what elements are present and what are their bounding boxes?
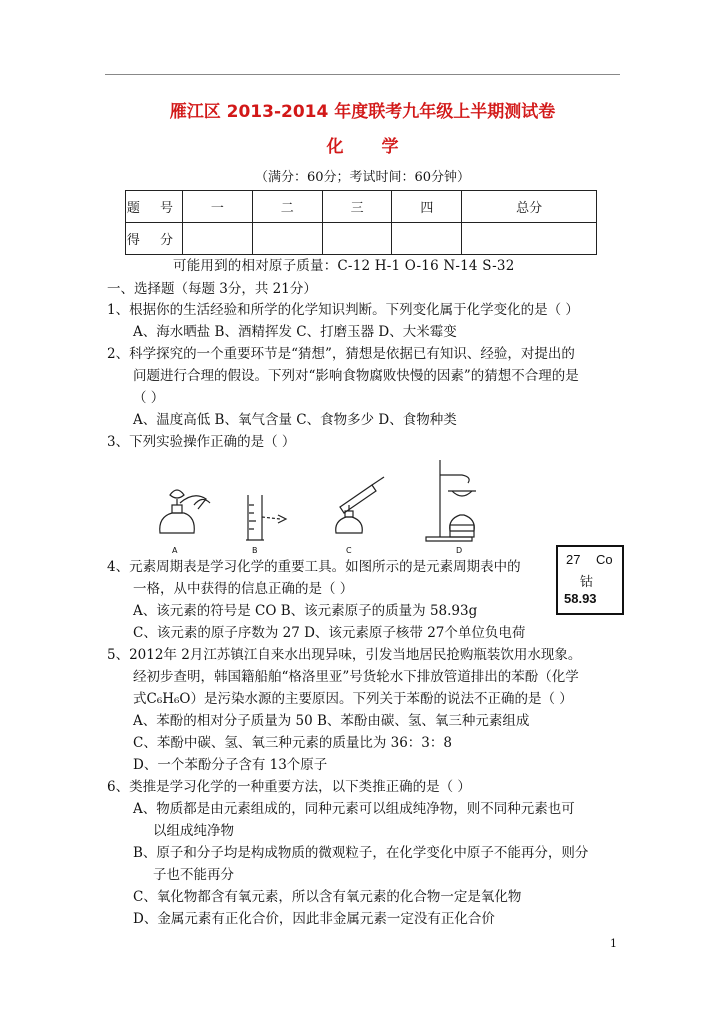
question-6-option: 子也不能再分 [153, 867, 234, 883]
element-symbol: Co [596, 552, 613, 567]
question-3-stem: 3、下列实验操作正确的是（ ） [107, 434, 296, 450]
question-4-option: A、该元素的符号是 CO B、该元素原子的质量为 58.93g [133, 603, 478, 619]
question-2-stem: 问题进行合理的假设。下列对“影响食物腐败快慢的因素”的猜想不合理的是 [133, 368, 579, 384]
question-2-stem: （ ） [133, 390, 165, 406]
question-2-stem: 2、科学探究的一个重要环节是“猜想”，猜想是依据已有知识、经验，对提出的 [107, 346, 575, 362]
score-table-score-row [126, 223, 597, 255]
question-6-option: B、原子和分子均是构成物质的微观粒子，在化学变化中原子不能再分，则分 [133, 845, 589, 861]
score-cell: 总分 [462, 191, 597, 223]
atomic-masses: 可能用到的相对原子质量：C-12 H-1 O-16 N-14 S-32 [173, 258, 515, 274]
question-5-stem: 5、2012年 2月江苏镇江自来水出现异味，引发当地居民抢购瓶装饮用水现象。 [107, 647, 582, 663]
question-5-option: D、一个苯酚分子含有 13个原子 [133, 757, 328, 773]
score-cell: 三 [322, 191, 392, 223]
apparatus-a-icon [160, 490, 210, 533]
section-heading: 一、选择题（每题 3分，共 21分） [107, 281, 317, 297]
exam-title: 雁江区 2013-2014 年度联考九年级上半期测试卷 [169, 102, 556, 122]
apparatus-d-icon [426, 460, 476, 541]
score-entry[interactable] [252, 223, 322, 255]
element-mass: 58.93 [564, 591, 597, 606]
apparatus-label: A [172, 546, 178, 555]
score-table [125, 190, 597, 255]
question-5-stem: 经初步查明，韩国籍船舶“格洛里亚”号货轮水下排放管道排出的苯酚（化学 [133, 669, 579, 685]
question-6-option: 以组成纯净物 [153, 823, 234, 839]
score-entry[interactable] [322, 223, 392, 255]
score-table-header-row [126, 191, 597, 223]
apparatus-c-icon [336, 477, 384, 533]
apparatus-label: B [252, 546, 258, 555]
question-4-option: C、该元素的原子序数为 27 D、该元素原子核带 27个单位负电荷 [133, 625, 526, 641]
page-number: 1 [610, 937, 617, 950]
element-cell-cobalt [556, 545, 624, 615]
question-6-option: D、金属元素有正化合价，因此非金属元素一定没有正化合价 [133, 911, 495, 927]
question-6-stem: 6、类推是学习化学的一种重要方法，以下类推正确的是（ ） [107, 779, 471, 795]
score-entry[interactable] [183, 223, 253, 255]
score-cell: 得 分 [126, 223, 183, 255]
score-cell: 四 [392, 191, 462, 223]
element-name: 钴 [580, 575, 594, 590]
score-cell: 题 号 [126, 191, 183, 223]
question-5-stem: 式C₆H₆O）是污染水源的主要原因。下列关于苯酚的说法不正确的是（ ） [133, 691, 573, 707]
question-4-stem: 4、元素周期表是学习化学的重要工具。如图所示的是元素周期表中的 [107, 559, 521, 575]
score-entry[interactable] [392, 223, 462, 255]
question-5-option: A、苯酚的相对分子质量为 50 B、苯酚由碳、氢、氧三种元素组成 [133, 713, 530, 729]
lab-apparatus-illustration [150, 455, 490, 555]
score-cell: 二 [252, 191, 322, 223]
question-2-options: A、温度高低 B、氧气含量 C、食物多少 D、食物种类 [133, 412, 457, 428]
question-4-stem: 一格，从中获得的信息正确的是（ ） [133, 581, 354, 597]
score-entry[interactable] [462, 223, 597, 255]
apparatus-label: C [346, 546, 352, 555]
question-1-options: A、海水晒盐 B、酒精挥发 C、打磨玉器 D、大米霉变 [133, 324, 457, 340]
question-6-option: A、物质都是由元素组成的，同种元素可以组成纯净物，则不同种元素也可 [133, 801, 575, 817]
header-rule [105, 74, 620, 75]
score-cell: 一 [183, 191, 253, 223]
apparatus-label: D [456, 546, 463, 555]
question-6-option: C、氧化物都含有氧元素，所以含有氧元素的化合物一定是氧化物 [133, 889, 522, 905]
question-1-stem: 1、根据你的生活经验和所学的化学知识判断。下列变化属于化学变化的是（ ） [107, 302, 579, 318]
exam-info: （满分：60分；考试时间：60分钟） [254, 170, 471, 185]
apparatus-b-icon [246, 495, 286, 540]
question-5-option: C、苯酚中碳、氢、氧三种元素的质量比为 36：3：8 [133, 735, 452, 751]
element-number: 27 [566, 552, 581, 567]
lab-apparatus-figure [150, 455, 490, 555]
exam-subject: 化学 [326, 137, 437, 157]
